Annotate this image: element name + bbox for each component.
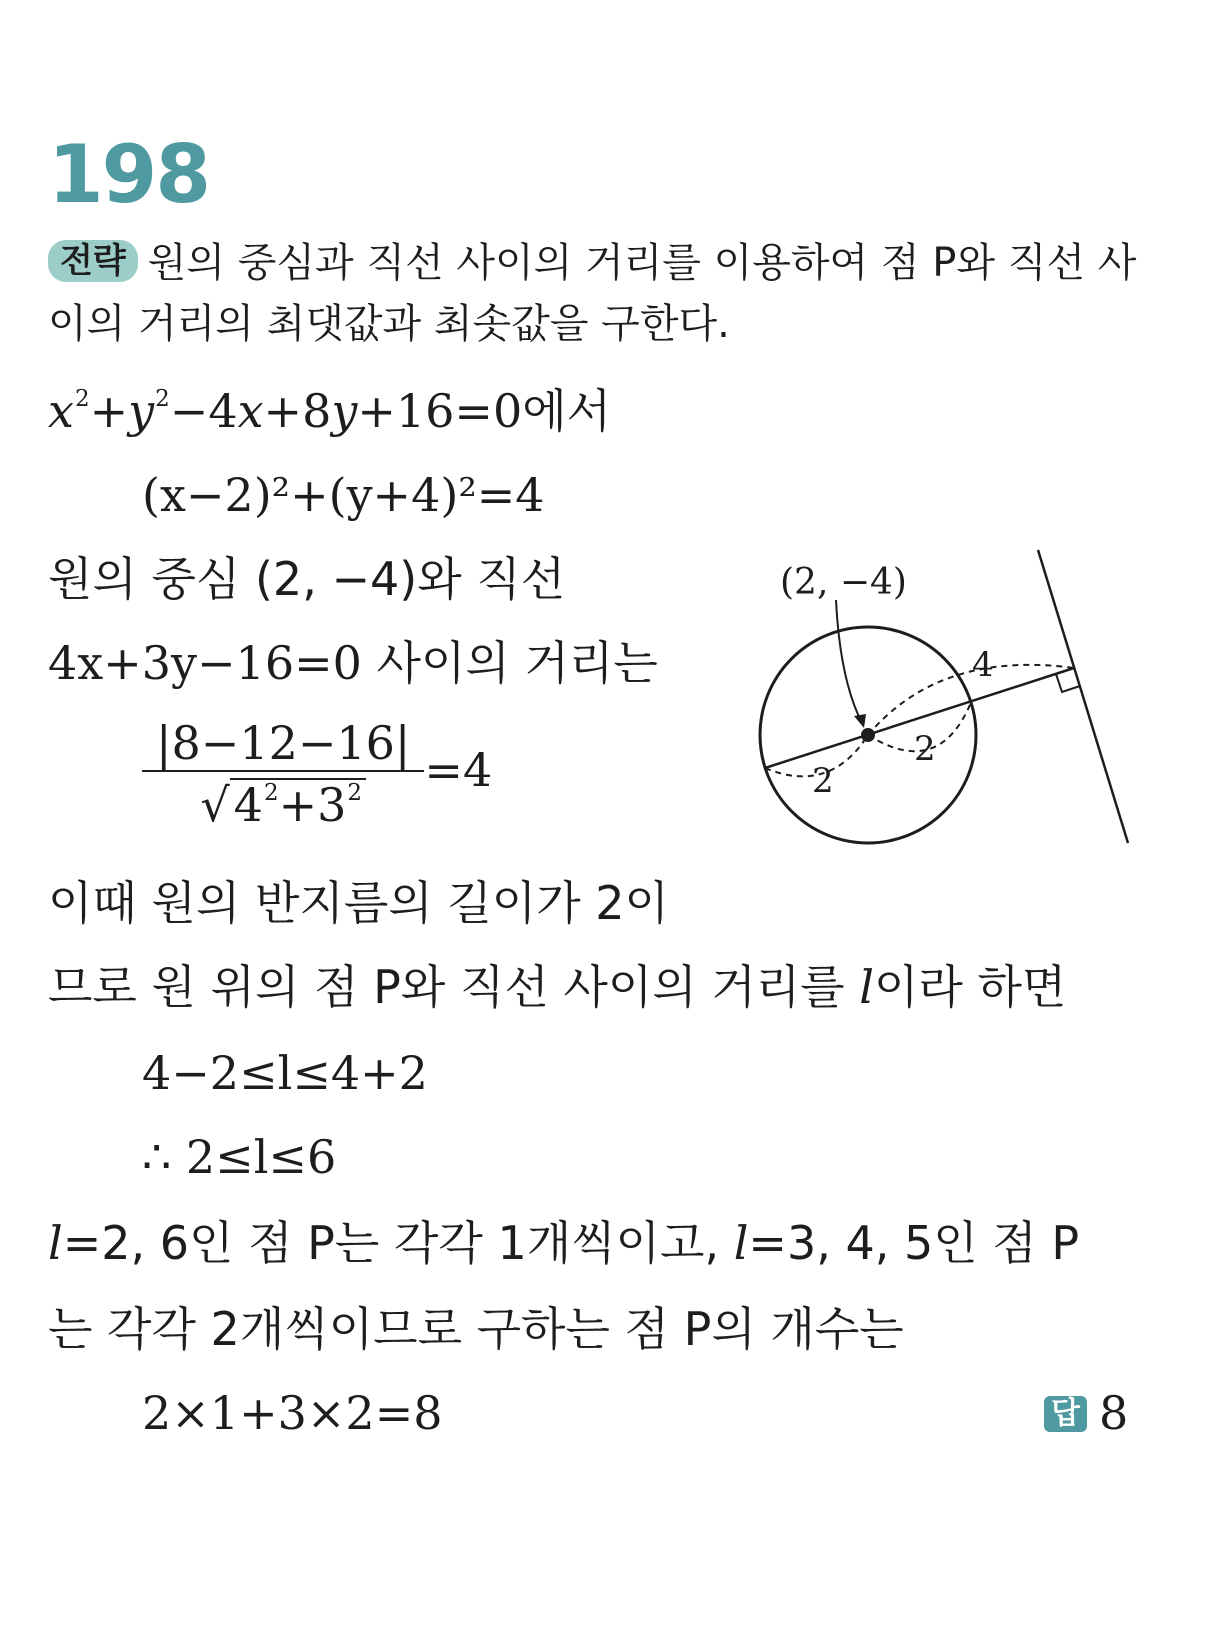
strategy-text-2: 이의 거리의 최댓값과 최솟값을 구한다.	[48, 301, 730, 347]
center-arrow	[836, 600, 862, 723]
problem-number: 198	[48, 128, 209, 221]
answer	[1044, 1386, 1129, 1440]
l-definition: 므로 원 위의 점 P와 직선 사이의 거리를 l이라 하면	[48, 960, 1067, 1014]
l-definition-a: 므로 원 위의 점 P와 직선 사이의 거리를	[48, 960, 860, 1014]
radius-text: 이때 원의 반지름의 길이가 2이	[48, 876, 669, 930]
strategy-badge: 전략	[48, 240, 138, 282]
center-label: (2, −4)	[780, 562, 907, 603]
answer-badge: 답	[1044, 1396, 1087, 1432]
count-text-1: l=2, 6인 점 P는 각각 1개씩이고, l=3, 4, 5인 점 P	[48, 1216, 1080, 1270]
distance-fraction-row	[142, 716, 493, 832]
equation-1: $x^2+y^2-4x+8y+16=0$에서	[48, 384, 612, 438]
fraction-numerator: |8−12−16|	[142, 720, 424, 772]
distance-text: 사이의 거리는	[361, 636, 658, 690]
fraction-equals: =4	[424, 743, 493, 797]
distance-fraction	[142, 716, 424, 832]
fraction-denominator: $√4^2+3^2$	[142, 772, 424, 828]
final-equation: 2×1+3×2=8	[142, 1386, 443, 1440]
label-4: 4	[972, 645, 994, 685]
count-text-1b: =3, 4, 5인 점 P	[748, 1216, 1080, 1270]
answer-value: 8	[1098, 1386, 1129, 1440]
l-definition-b: 이라 하면	[873, 960, 1067, 1014]
strategy-line-1	[48, 240, 1137, 286]
equation-2: (x−2)²+(y+4)²=4	[142, 468, 545, 522]
count-text-2: 는 각각 2개씩이므로 구하는 점 P의 개수는	[48, 1302, 904, 1356]
count-text-1a: =2, 6인 점 P는 각각 1개씩이고,	[62, 1216, 734, 1270]
line-equation: 4x+3y−16=0	[48, 636, 362, 690]
label-2-right: 2	[914, 729, 936, 769]
line-equation-row	[48, 636, 658, 690]
equation-1-tail: 에서	[522, 384, 612, 438]
given-line	[1038, 550, 1128, 843]
arrow-head	[854, 714, 866, 728]
inequality-2: ∴ 2≤l≤6	[142, 1130, 337, 1184]
strategy-text-1: 원의 중심과 직선 사이의 거리를 이용하여 점 P와 직선 사	[147, 240, 1137, 286]
circle-diagram	[740, 540, 1160, 860]
center-text: 원의 중심 (2, −4)와 직선	[48, 552, 566, 606]
inequality-1: 4−2≤l≤4+2	[142, 1046, 428, 1100]
label-2-left: 2	[812, 761, 834, 801]
